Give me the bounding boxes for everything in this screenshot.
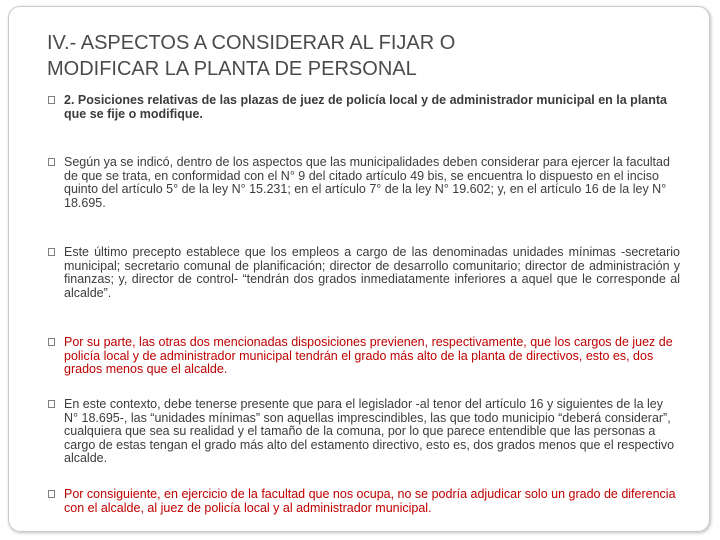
bullet-text: 2. Posiciones relativas de las plazas de juez de policía local y de administrador municipal en la planta que se fije o modifique.: [64, 93, 667, 121]
square-bullet-icon: [48, 158, 55, 166]
bullet-item: [48, 156, 680, 210]
square-bullet-icon: [48, 490, 55, 498]
square-bullet-icon: [48, 338, 55, 346]
square-bullet-icon: [48, 96, 55, 104]
square-bullet-icon: [48, 400, 55, 408]
slide-title: IV.- ASPECTOS A CONSIDERAR AL FIJAR O MODIFICAR LA PLANTA DE PERSONAL: [47, 32, 456, 80]
bullet-item: [48, 336, 680, 377]
bullet-item: [48, 398, 680, 466]
square-bullet-icon: [48, 248, 55, 256]
bullet-text: En este contexto, debe tenerse presente que para el legislador -al tenor del artículo 16 y siguientes de la ley N° 18.695-, las “unidades mínimas” son aquellas imprescindibles, las que todo municipio “deberá considerar”, cualquiera que sea su realidad y el tamaño de la comuna, por lo que parece entendible que las personas a cargo de estas tengan el grado más alto del estamento directivo, esto es, dos grados menos que el respectivo alcalde.: [64, 397, 675, 465]
bullet-text: Por consiguiente, en ejercicio de la facultad que nos ocupa, no se podría adjudicar solo un grado de diferencia con el alcalde, al juez de policía local y al administrador municipal.: [64, 487, 676, 515]
bullet-text: Según ya se indicó, dentro de los aspectos que las municipalidades deben considerar para ejercer la facultad de que se trata, en conformidad con el N° 9 del citado artículo 49 bis, se encuentra lo dispuesto en el inciso quinto del artículo 5° de la ley N° 15.231; en el artículo 7° de la ley N° 19.602; y, en el artículo 16 de la ley N° 18.695.: [64, 155, 670, 210]
bullet-item: [48, 94, 680, 121]
bullet-text: Este último precepto establece que los empleos a cargo de las denominadas unidades mínimas -secretario municipal; secretario comunal de planificación; director de desarrollo comunitario; director de administración y finanzas; y, director de control- “tendrán dos grados inmediatamente inferiores a aquel que le corresponde al alcalde”.: [64, 245, 680, 300]
bullet-text: Por su parte, las otras dos mencionadas disposiciones previenen, respectivamente, que los cargos de juez de policía local y de administrador municipal tendrán el grado más alto de la planta de directivos, esto es, dos grados menos que el alcalde.: [64, 335, 673, 376]
bullet-item: [48, 488, 680, 515]
bullet-item: [48, 246, 680, 300]
